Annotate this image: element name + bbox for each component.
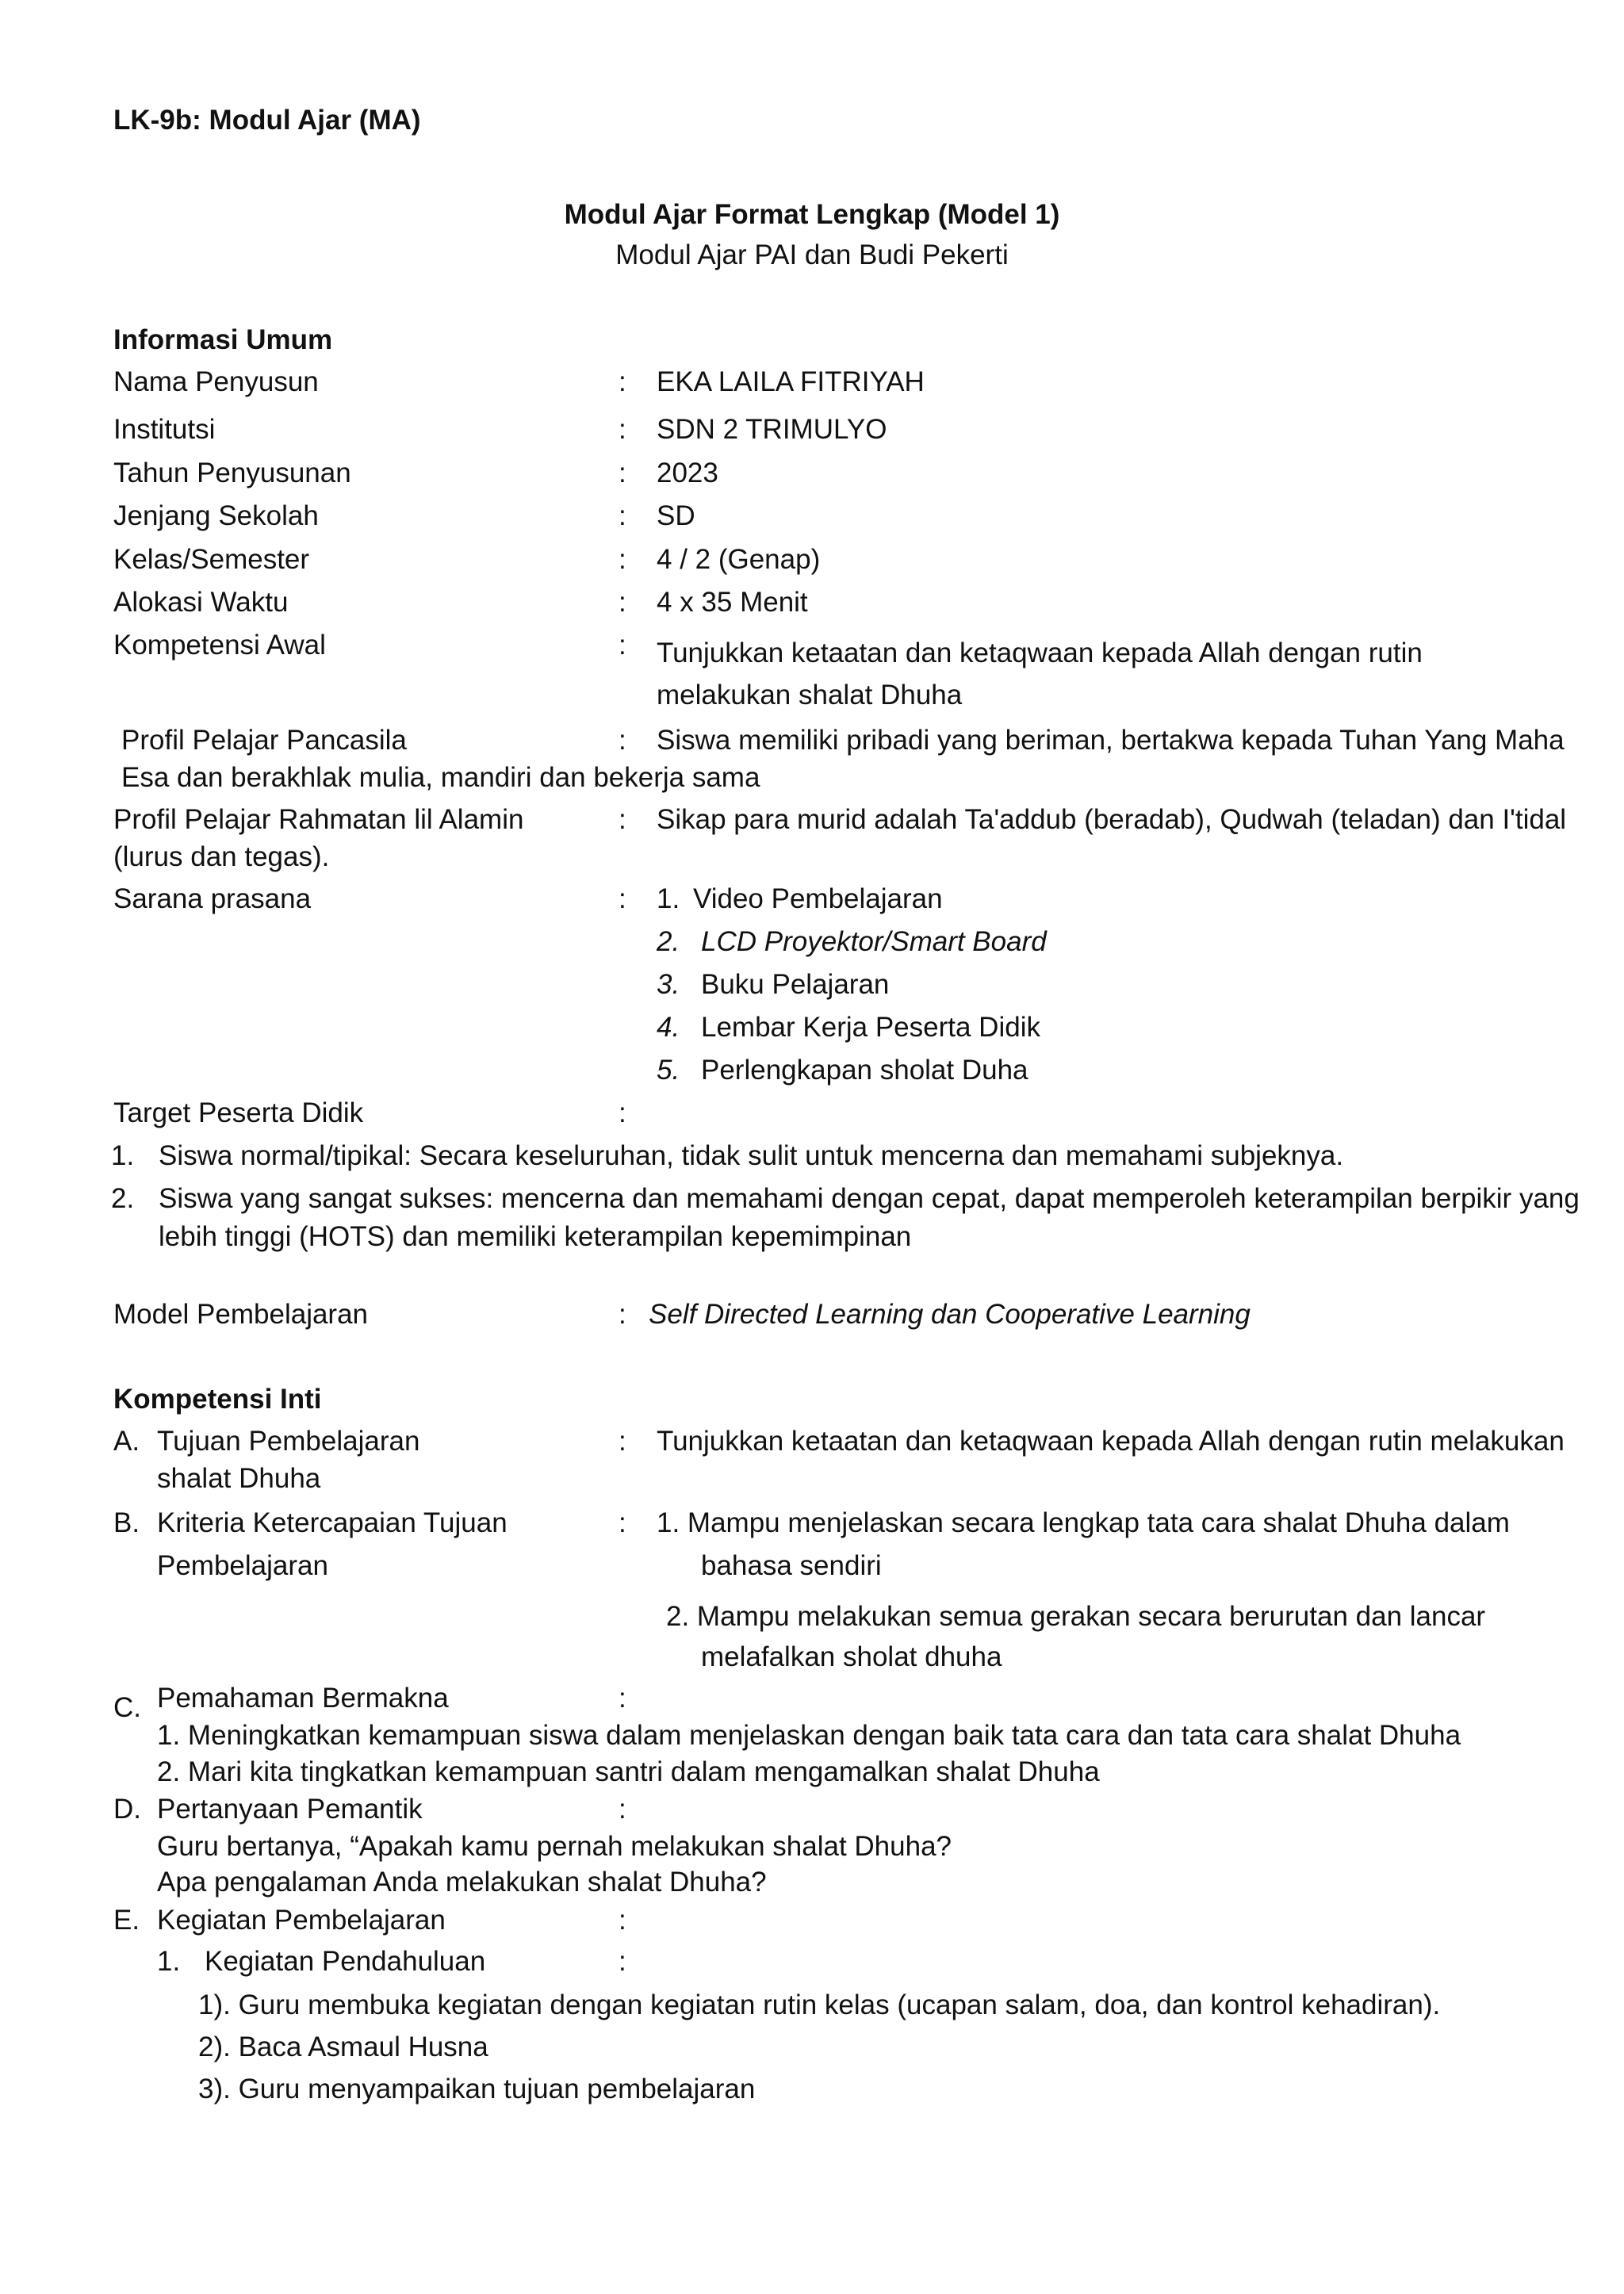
label-kegiatan-pendahuluan: Kegiatan Pendahuluan — [205, 1946, 486, 1977]
section-heading-kompetensi-inti: Kompetensi Inti — [113, 1384, 322, 1415]
target-item-text-line2: lebih tinggi (HOTS) dan memiliki keterampilan kepemimpinan — [159, 1221, 912, 1252]
document-label: LK-9b: Modul Ajar (MA) — [113, 105, 421, 136]
value-institusi: SDN 2 TRIMULYO — [657, 414, 887, 445]
target-item-text: Siswa yang sangat sukses: mencerna dan memahami dengan cepat, dapat memperoleh keterampilan berpikir yang — [159, 1183, 1580, 1214]
colon: : — [619, 500, 626, 531]
colon: : — [619, 1097, 626, 1128]
pertanyaan-line2: Apa pengalaman Anda melakukan shalat Dhuha? — [157, 1867, 767, 1898]
sarana-item-text: LCD Proyektor/Smart Board — [701, 926, 1047, 957]
sarana-item-text: Perlengkapan sholat Duha — [701, 1055, 1028, 1086]
ki-letter: D. — [113, 1794, 141, 1825]
colon: : — [619, 414, 626, 445]
section-heading-informasi-umum: Informasi Umum — [113, 324, 333, 355]
value-tujuan: Tunjukkan ketaatan dan ketaqwaan kepada Allah dengan rutin melakukan — [657, 1426, 1565, 1457]
value-jenjang: SD — [657, 500, 695, 531]
sarana-item-num: 1. — [657, 883, 680, 914]
document-title: Modul Ajar Format Lengkap (Model 1) — [564, 199, 1060, 230]
target-item-num: 2. — [111, 1183, 135, 1214]
colon: : — [619, 1507, 626, 1538]
label-pemahaman: Pemahaman Bermakna — [157, 1683, 449, 1714]
label-jenjang: Jenjang Sekolah — [113, 500, 319, 531]
label-target: Target Peserta Didik — [113, 1097, 364, 1128]
colon: : — [619, 458, 626, 488]
colon: : — [619, 1946, 626, 1977]
kegiatan-num: 1. — [157, 1946, 181, 1977]
value-profil-rahmatan-line2: (lurus dan tegas). — [113, 841, 330, 872]
sarana-item-num: 2. — [657, 926, 680, 957]
label-kompetensi-awal: Kompetensi Awal — [113, 630, 326, 661]
colon: : — [619, 544, 626, 575]
colon: : — [619, 1426, 626, 1457]
target-item-num: 1. — [111, 1140, 135, 1171]
value-kompetensi-awal-line2: melakukan shalat Dhuha — [657, 680, 963, 710]
kriteria-item-2-line2: melafalkan sholat dhuha — [701, 1641, 1002, 1672]
value-alokasi: 4 x 35 Menit — [657, 587, 808, 618]
sarana-item-num: 3. — [657, 969, 680, 1000]
label-profil-pancasila: Profil Pelajar Pancasila — [121, 725, 407, 756]
sarana-item-text: Buku Pelajaran — [701, 969, 890, 1000]
label-tahun: Tahun Penyusunan — [113, 458, 351, 488]
ki-letter: B. — [113, 1507, 140, 1538]
value-model: Self Directed Learning dan Cooperative Learning — [649, 1299, 1251, 1330]
colon: : — [619, 1794, 626, 1825]
label-kriteria-line1: Kriteria Ketercapaian Tujuan — [157, 1507, 508, 1538]
colon: : — [619, 630, 626, 661]
pertanyaan-line1: Guru bertanya, “Apakah kamu pernah melakukan shalat Dhuha? — [157, 1831, 952, 1862]
sarana-item-text: Lembar Kerja Peserta Didik — [701, 1012, 1040, 1043]
sarana-item-num: 4. — [657, 1012, 680, 1043]
pendahuluan-item: 2). Baca Asmaul Husna — [198, 2032, 488, 2062]
sarana-item-text: Video Pembelajaran — [693, 883, 943, 914]
colon: : — [619, 587, 626, 618]
kriteria-item-1-line2: bahasa sendiri — [701, 1550, 882, 1581]
label-sarana: Sarana prasana — [113, 883, 312, 914]
pendahuluan-item: 1). Guru membuka kegiatan dengan kegiatan rutin kelas (ucapan salam, doa, dan kontrol kehadiran). — [198, 1990, 1441, 2020]
label-tujuan: Tujuan Pembelajaran — [157, 1426, 420, 1457]
value-kompetensi-awal-line1: Tunjukkan ketaatan dan ketaqwaan kepada Allah dengan rutin — [657, 638, 1423, 668]
label-profil-rahmatan: Profil Pelajar Rahmatan lil Alamin — [113, 804, 524, 835]
value-nama-penyusun: EKA LAILA FITRIYAH — [657, 366, 925, 397]
ki-letter: C. — [113, 1692, 141, 1723]
colon: : — [619, 1299, 626, 1330]
document-subtitle: Modul Ajar PAI dan Budi Pekerti — [615, 239, 1009, 270]
label-pertanyaan: Pertanyaan Pemantik — [157, 1794, 423, 1825]
ki-letter: E. — [113, 1905, 140, 1936]
colon: : — [619, 804, 626, 835]
sarana-item-num: 5. — [657, 1055, 680, 1086]
kriteria-item-1-line1: 1. Mampu menjelaskan secara lengkap tata cara shalat Dhuha dalam — [657, 1507, 1510, 1538]
value-profil-pancasila-line2: Esa dan berakhlak mulia, mandiri dan bekerja sama — [121, 762, 760, 793]
value-tahun: 2023 — [657, 458, 718, 488]
pemahaman-item-1: 1. Meningkatkan kemampuan siswa dalam menjelaskan dengan baik tata cara dan tata cara shalat Dhuha — [157, 1720, 1461, 1751]
colon: : — [619, 883, 626, 914]
label-kelas: Kelas/Semester — [113, 544, 310, 575]
label-model: Model Pembelajaran — [113, 1299, 369, 1330]
label-kegiatan: Kegiatan Pembelajaran — [157, 1905, 446, 1936]
colon: : — [619, 366, 626, 397]
value-tujuan-line2: shalat Dhuha — [157, 1463, 321, 1494]
label-alokasi: Alokasi Waktu — [113, 587, 289, 618]
label-nama-penyusun: Nama Penyusun — [113, 366, 319, 397]
target-item-text: Siswa normal/tipikal: Secara keseluruhan, tidak sulit untuk mencerna dan memahami subjeknya. — [159, 1140, 1344, 1171]
value-profil-rahmatan: Sikap para murid adalah Ta'addub (beradab), Qudwah (teladan) dan I'tidal — [657, 804, 1567, 835]
colon: : — [619, 1905, 626, 1936]
colon: : — [619, 725, 626, 756]
value-profil-pancasila-line1: Siswa memiliki pribadi yang beriman, bertakwa kepada Tuhan Yang Maha — [657, 725, 1565, 756]
value-kelas: 4 / 2 (Genap) — [657, 544, 821, 575]
label-institusi: Institutsi — [113, 414, 216, 445]
kriteria-item-2-line1: 2. Mampu melakukan semua gerakan secara berurutan dan lancar — [666, 1601, 1486, 1632]
label-kriteria-line2: Pembelajaran — [157, 1550, 328, 1581]
pemahaman-item-2: 2. Mari kita tingkatkan kemampuan santri dalam mengamalkan shalat Dhuha — [157, 1756, 1100, 1787]
ki-letter: A. — [113, 1426, 140, 1457]
colon: : — [619, 1683, 626, 1714]
pendahuluan-item: 3). Guru menyampaikan tujuan pembelajaran — [198, 2074, 756, 2104]
